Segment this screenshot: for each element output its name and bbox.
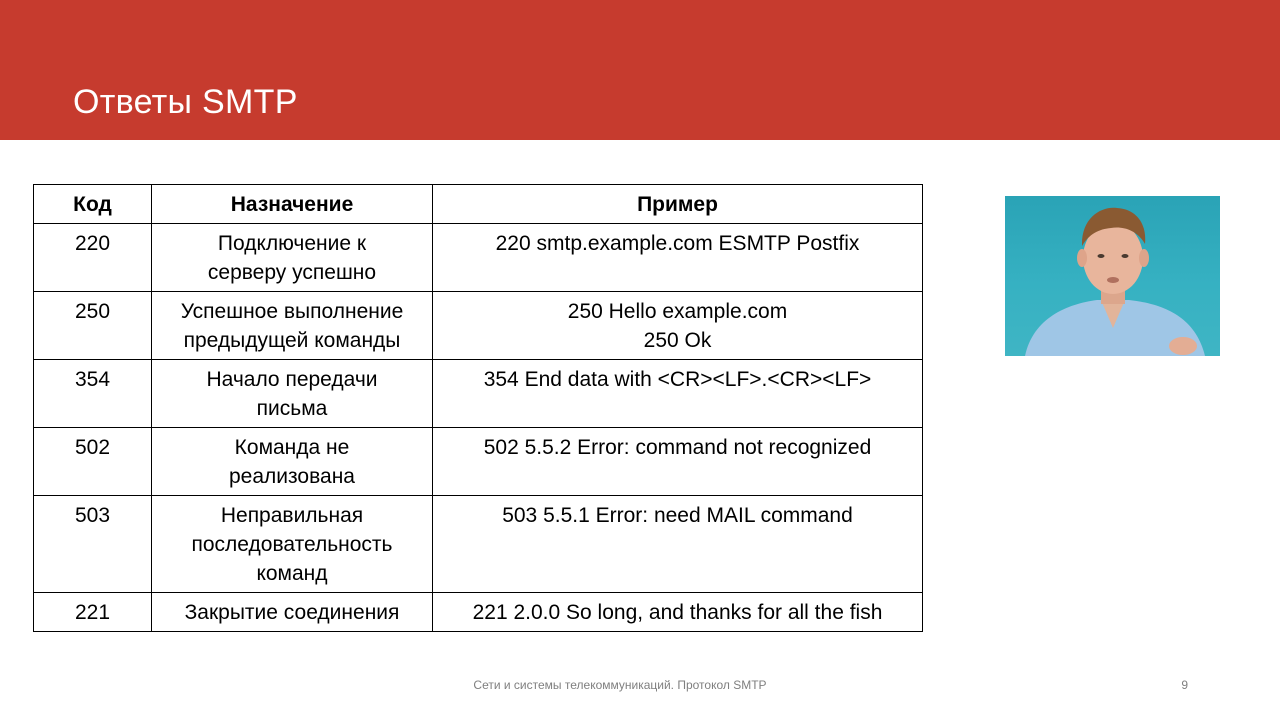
table-row [34, 593, 923, 632]
reply-code: 503 [34, 496, 152, 593]
presenter-eye-left [1098, 254, 1105, 258]
purpose-line: серверу успешно [207, 261, 377, 284]
table-row [34, 292, 923, 360]
header-purpose: Назначение [152, 185, 433, 224]
page-number: 9 [1181, 678, 1188, 692]
example-line: 502 5.5.2 Error: command not recognized [483, 436, 872, 459]
purpose-line: Неправильная [220, 504, 364, 527]
table-row [34, 496, 923, 593]
example-line: 221 2.0.0 So long, and thanks for all the fish [472, 601, 883, 624]
header-code: Код [34, 185, 152, 224]
smtp-replies-table [33, 184, 923, 632]
reply-example [433, 496, 923, 593]
reply-code: 354 [34, 360, 152, 428]
presenter-ear-right [1139, 249, 1149, 267]
reply-example [433, 292, 923, 360]
reply-purpose [152, 360, 433, 428]
reply-purpose [152, 428, 433, 496]
reply-code: 220 [34, 224, 152, 292]
table-header-row [34, 185, 923, 224]
example-line: 354 End data with <CR><LF>.<CR><LF> [483, 368, 872, 391]
slide-title: Ответы SMTP [73, 83, 298, 121]
purpose-line: письма [256, 397, 328, 420]
reply-example [433, 224, 923, 292]
table-row [34, 428, 923, 496]
reply-code: 502 [34, 428, 152, 496]
reply-example [433, 593, 923, 632]
reply-code: 221 [34, 593, 152, 632]
table-row [34, 360, 923, 428]
table-row [34, 224, 923, 292]
reply-purpose [152, 496, 433, 593]
purpose-line: Начало передачи [206, 368, 378, 391]
presenter-mouth [1107, 277, 1119, 283]
slide-footer: Сети и системы телекоммуникаций. Протокол SMTP [473, 678, 767, 692]
example-line: 250 Ok [643, 329, 712, 352]
reply-purpose [152, 224, 433, 292]
purpose-line: последовательность [191, 533, 393, 556]
purpose-line: Команда не [234, 436, 350, 459]
title-bar [0, 0, 1280, 140]
purpose-line: предыдущей команды [183, 329, 401, 352]
presenter-hand [1169, 337, 1197, 355]
reply-example [433, 360, 923, 428]
presenter-ear-left [1077, 249, 1087, 267]
header-example: Пример [433, 185, 923, 224]
reply-purpose [152, 292, 433, 360]
purpose-line: команд [256, 562, 328, 585]
reply-code: 250 [34, 292, 152, 360]
purpose-line: Подключение к [217, 232, 367, 255]
presenter-illustration [1005, 196, 1220, 356]
reply-example [433, 428, 923, 496]
example-line: 503 5.5.1 Error: need MAIL command [502, 504, 853, 527]
example-line: 250 Hello example.com [567, 300, 788, 323]
purpose-line: Закрытие соединения [184, 601, 400, 624]
reply-purpose [152, 593, 433, 632]
presenter-eye-right [1122, 254, 1129, 258]
purpose-line: реализована [229, 465, 355, 488]
purpose-line: Успешное выполнение [180, 300, 404, 323]
example-line: 220 smtp.example.com ESMTP Postfix [495, 232, 860, 255]
presenter-video [1005, 196, 1220, 356]
